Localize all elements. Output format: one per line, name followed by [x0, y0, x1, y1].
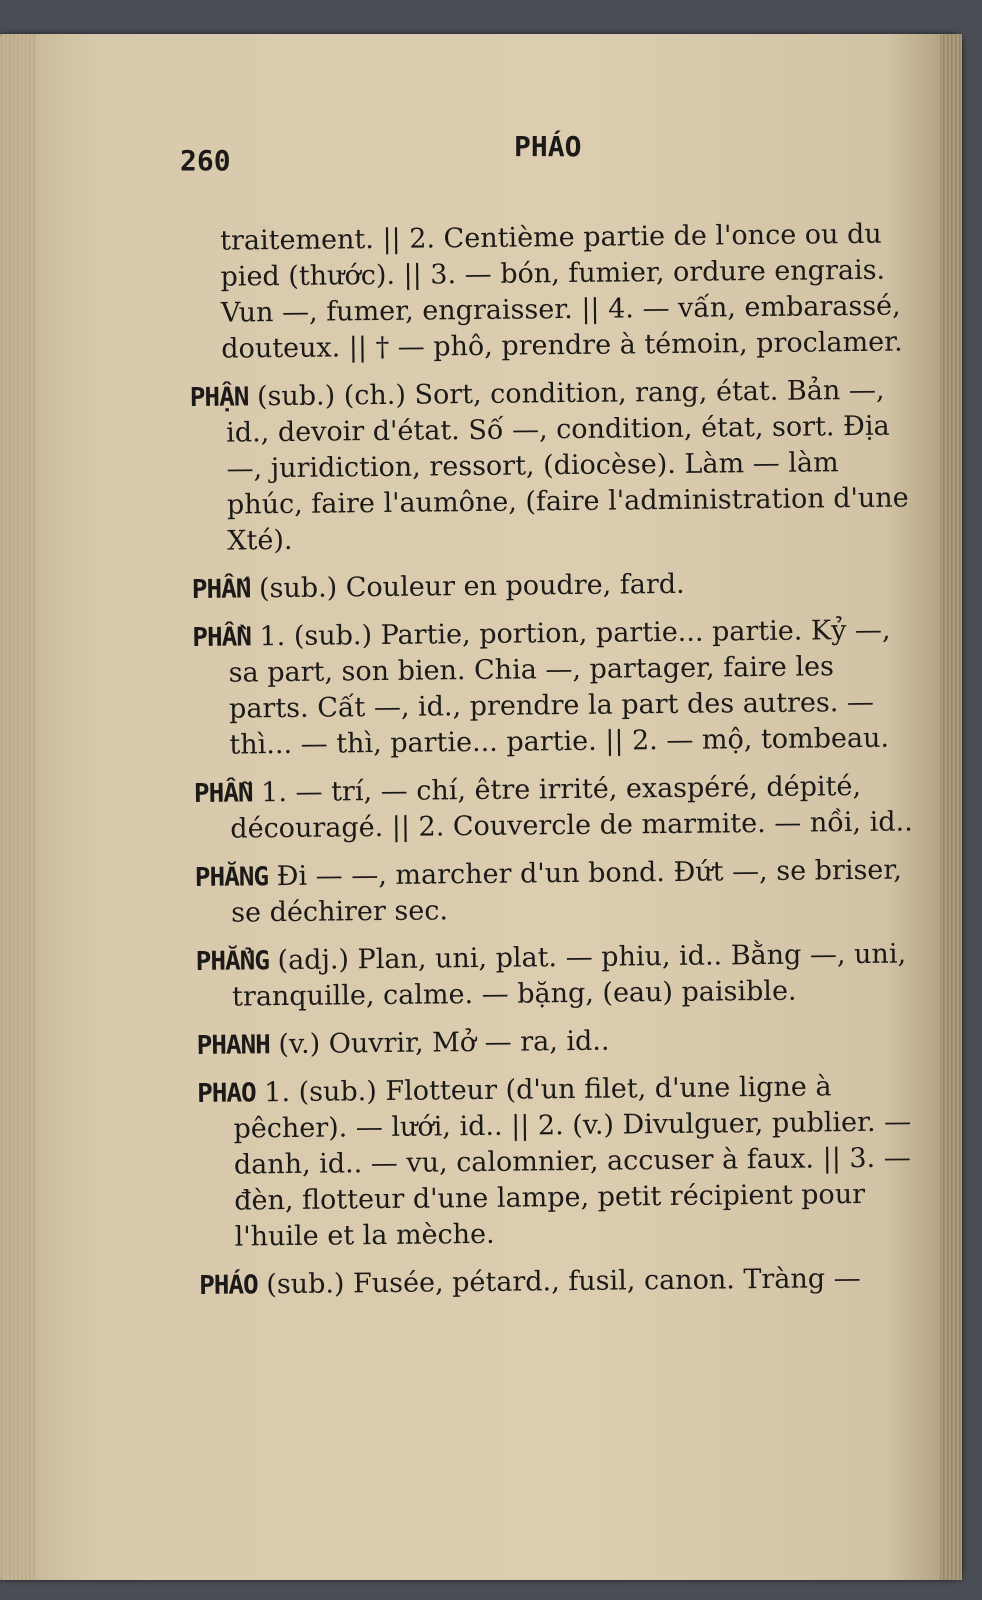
page-header: [180, 130, 920, 177]
entry-body: 1. — trí, — chí, être irrité, exaspéré, dépité, découragé. || 2. Couvercle de marmite. — nồi, id..: [230, 770, 913, 845]
entry-body: 1. (sub.) Partie, portion, partie... partie. Kỷ —, sa part, son bien. Chia —, partager, faire les parts. Cất —, id., prendre la part des autres. — thì... — thì, partie... partie. || 2. — mộ, tombeau.: [228, 614, 891, 761]
page-number: 260: [180, 144, 231, 177]
headword: PHAO: [196, 1078, 256, 1109]
headword: PHÁO: [198, 1270, 258, 1301]
continuation-paragraph: [188, 216, 917, 368]
page-stack-right-edge: [940, 34, 962, 1580]
headword: PHẤN: [191, 574, 251, 605]
headword: PHẪN: [193, 778, 253, 809]
dictionary-text: [188, 216, 927, 1316]
entry-body: (v.) Ouvrir, Mở — ra, id..: [278, 1025, 610, 1061]
headword: PHẬN: [189, 382, 249, 413]
entry-phang-2: [196, 936, 925, 1016]
entry-phan-1: [190, 372, 920, 560]
running-head: PHÁO: [514, 130, 582, 163]
entry-body: (sub.) Fusée, pétard., fusil, canon. Tràng —: [266, 1263, 861, 1301]
entry-phan-4: [194, 768, 923, 848]
book-page: [0, 34, 962, 1580]
entry-body: 1. (sub.) Flotteur (d'un filet, d'une ligne à pêcher). — lưới, id.. || 2. (v.) Divulguer, publier. — danh, id.. — vu, calomnier, accuser à faux. || 3. — đèn, flotteur d'une lampe, petit récipient pour l'huile et la mèche.: [233, 1071, 912, 1253]
entry-phan-2: [192, 564, 920, 608]
entry-body: (adj.) Plan, uni, plat. — phiu, id.. Bằng —, uni, tranquille, calme. — bặng, (eau) paisible.: [231, 938, 907, 1013]
entry-body: (sub.) (ch.) Sort, condition, rang, état. Bản —, id., devoir d'état. Số —, condition, état, sort. Địa —, juridiction, ressort, (diocèse). Làm — làm phúc, faire l'aumône, (faire l'administration d'une Xté).: [226, 374, 909, 557]
headword: PHĂNG: [194, 862, 269, 893]
continuation-text: traitement. || 2. Centième partie de l'once ou du pied (thước). || 3. — bón, fumier, ordure engrais. Vun —, fumer, engraisser. || 4. — vấn, embarassé, douteux. || † — phô, prendre à témoin, proclamer.: [220, 218, 903, 365]
entry-phao-2: [199, 1260, 927, 1304]
entry-body: Đi — —, marcher d'un bond. Đứt —, se briser, se déchirer sec.: [231, 854, 903, 929]
entry-phao: [197, 1068, 927, 1256]
headword: PHẲNG: [195, 946, 270, 977]
entry-body: (sub.) Couleur en poudre, fard.: [258, 568, 685, 605]
page-stack-left-edge: [0, 34, 36, 1580]
headword: PHẦN: [192, 622, 252, 653]
headword: PHANH: [196, 1030, 271, 1061]
entry-phanh: [196, 1020, 924, 1064]
entry-phan-3: [192, 612, 921, 764]
entry-phang-1: [195, 852, 924, 932]
